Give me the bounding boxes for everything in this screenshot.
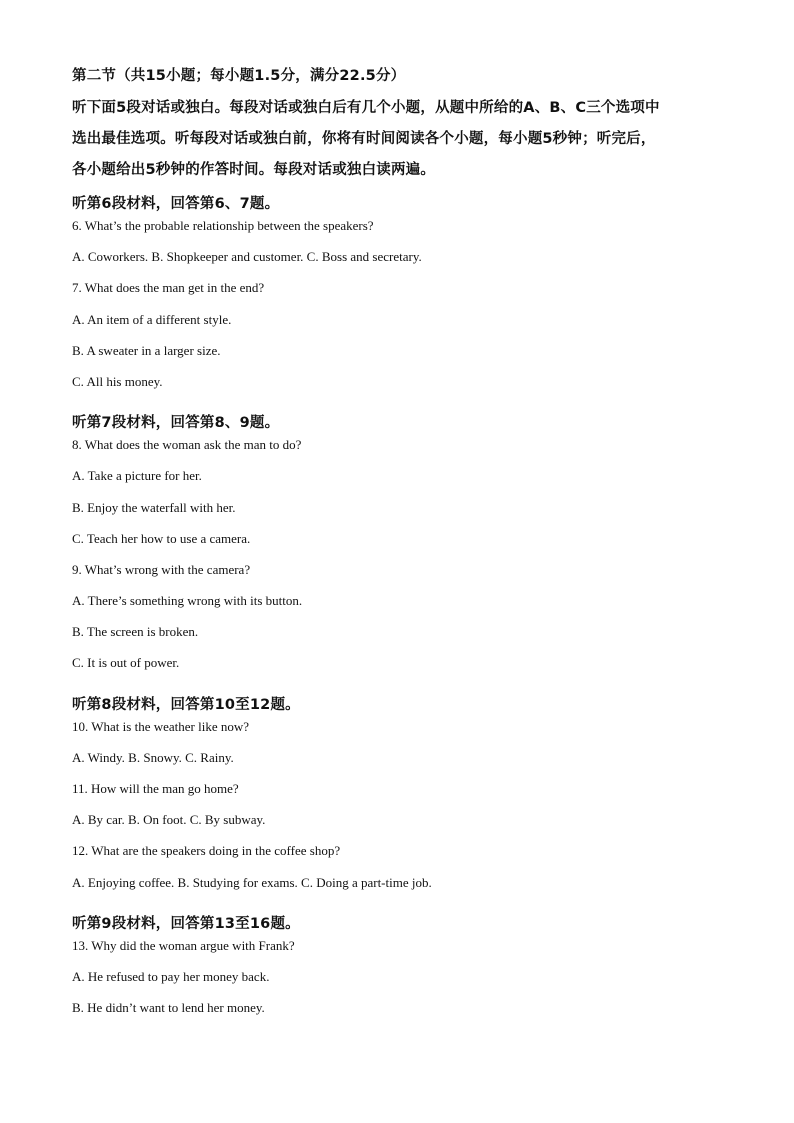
question-13-option-b: B. He didn’t want to lend her money. — [72, 1000, 265, 1016]
question-9-option-a: A. There’s something wrong with its button. — [72, 593, 303, 609]
passage-header: 听第6段材料，回答第6、7题。 — [72, 196, 280, 212]
question-6: 6. What’s the probable relationship between the speakers? — [72, 218, 374, 233]
question-13: 13. Why did the woman argue with Frank? — [72, 937, 295, 953]
question-8-option-c: C. Teach her how to use a camera. — [72, 530, 251, 546]
section-header: 第二节（共15小题；每小题1.5分，满分22.5分） — [72, 68, 406, 84]
passage-9 — [72, 914, 732, 1032]
passage-header: 听第9段材料，回答第13至16题。 — [72, 915, 300, 932]
question-7-option-c: C. All his money. — [72, 373, 163, 389]
question-7-option-a: A. An item of a different style. — [72, 311, 232, 327]
passage-header: 听第7段材料，回答第8、9题。 — [72, 415, 280, 432]
instruction-line: 听下面5段对话或独白。每段对话或独白后有几个小题，从题中所给的A、B、C三个选项中 — [72, 100, 660, 116]
passage-8 — [72, 695, 732, 906]
passage-header: 听第8段材料，回答第10至12题。 — [72, 696, 300, 713]
question-6-options: A. Coworkers. B. Shopkeeper and customer. C. Boss and secretary. — [72, 249, 422, 265]
question-11-options: A. By car. B. On foot. C. By subway. — [72, 812, 266, 828]
instructions — [72, 93, 732, 186]
question-8-option-b: B. Enjoy the waterfall with her. — [72, 499, 236, 515]
question-9-option-c: C. It is out of power. — [72, 655, 180, 671]
passage-7 — [72, 413, 732, 687]
question-10: 10. What is the weather like now? — [72, 718, 250, 734]
passage-6 — [72, 194, 732, 405]
question-12-options: A. Enjoying coffee. B. Studying for exams. C. Doing a part-time job. — [72, 874, 432, 890]
listening-section — [72, 66, 732, 1031]
question-9-option-b: B. The screen is broken. — [72, 624, 199, 640]
question-10-options: A. Windy. B. Snowy. C. Rainy. — [72, 749, 234, 765]
instruction-line: 选出最佳选项。听每段对话或独白前，你将有时间阅读各个小题，每小题5秒钟；听完后， — [72, 131, 656, 147]
question-13-option-a: A. He refused to pay her money back. — [72, 968, 270, 984]
question-7-option-b: B. A sweater in a larger size. — [72, 342, 221, 358]
question-8: 8. What does the woman ask the man to do? — [72, 437, 302, 453]
instruction-line: 各小题给出5秒钟的作答时间。每段对话或独白读两遍。 — [72, 162, 436, 178]
question-9: 9. What’s wrong with the camera? — [72, 561, 251, 577]
question-8-option-a: A. Take a picture for her. — [72, 468, 202, 484]
question-12: 12. What are the speakers doing in the coffee shop? — [72, 843, 341, 859]
question-7: 7. What does the man get in the end? — [72, 280, 265, 296]
question-11: 11. How will the man go home? — [72, 781, 239, 796]
